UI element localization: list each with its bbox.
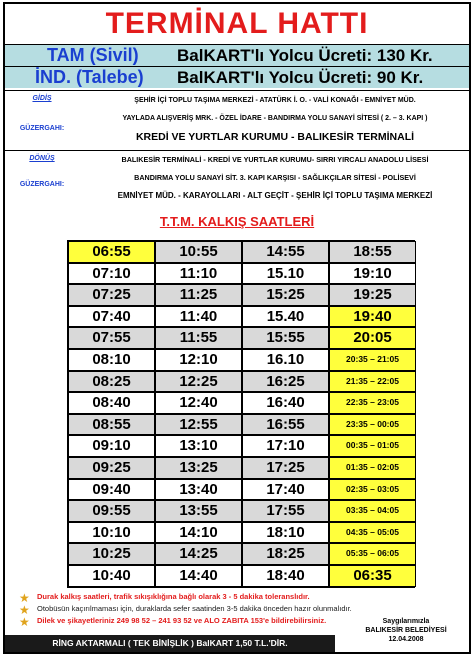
departure-time-cell: 06:55 <box>68 241 155 263</box>
fare-kind-student: İND. (Talebe) <box>35 67 144 87</box>
departure-time-cell: 18:40 <box>242 565 329 587</box>
fare-row-full <box>5 44 469 66</box>
star-icon: ★ <box>19 591 30 605</box>
fare-row-student <box>5 66 469 88</box>
route-line: EMNİYET MÜD. - KARAYOLLARI - ALT GEÇİT - ŞEHİR İÇİ TOPLU TAŞIMA MERKEZİ <box>117 191 433 200</box>
timetable-title <box>5 214 469 229</box>
timetable-column <box>68 241 155 587</box>
departure-time-cell: 05:35 – 06:05 <box>329 543 416 565</box>
route-outbound <box>5 90 469 150</box>
departure-time-cell: 12:55 <box>155 414 242 436</box>
departure-time-cell: 15.40 <box>242 306 329 328</box>
departure-time-cell: 09:55 <box>68 500 155 522</box>
departure-time-cell: 02:35 – 03:05 <box>329 479 416 501</box>
signature-block <box>343 617 469 644</box>
departure-time-cell: 14:10 <box>155 522 242 544</box>
departure-time-cell: 08:40 <box>68 392 155 414</box>
departure-time-cell: 10:55 <box>155 241 242 263</box>
star-icon: ★ <box>19 603 30 617</box>
departure-time-cell: 09:40 <box>68 479 155 501</box>
departure-time-cell: 13:40 <box>155 479 242 501</box>
route-line: BANDIRMA YOLU SANAYİ SİT. 3. KAPI KARŞISI - SAĞLIKÇILAR SİTESİ - POLİSEVİ <box>134 173 416 182</box>
departure-time-cell: 13:25 <box>155 457 242 479</box>
timetable-title-text: T.T.M. KALKIŞ SAATLERİ <box>159 214 315 229</box>
fare-text-student: BalKART'lı Yolcu Ücreti: 90 Kr. <box>177 68 424 87</box>
star-icon: ★ <box>19 615 30 629</box>
departure-time-cell: 18:10 <box>242 522 329 544</box>
departure-time-cell: 08:55 <box>68 414 155 436</box>
departure-time-cell: 17:10 <box>242 435 329 457</box>
timetable-column <box>155 241 242 587</box>
departure-time-cell: 07:25 <box>68 284 155 306</box>
departure-times-grid <box>67 240 415 588</box>
ring-fare-banner: RİNG AKTARMALI ( TEK BİNİŞLİK ) BalKART 1,50 T.L.'DİR. <box>5 635 335 652</box>
note-ready-early: Otobüsün kaçırılmaması için, duraklarda sefer saatinden 3-5 dakika önceden hazır olunmalıdır. <box>37 604 352 613</box>
route-line: BALIKESİR TERMİNALİ - KREDİ VE YURTLAR KURUMU- SIRRI YIRCALI ANADOLU LİSESİ <box>121 155 429 164</box>
note-tolerance: Durak kalkış saatleri, trafik sıkışıklığına bağlı olarak 3 - 5 dakika toleranslıdır. <box>37 592 310 601</box>
departure-time-cell: 20:05 <box>329 327 416 349</box>
departure-time-cell: 07:10 <box>68 263 155 285</box>
departure-time-cell: 21:35 – 22:05 <box>329 371 416 393</box>
signature-org: BALIKESİR BELEDİYESİ <box>365 627 447 634</box>
departure-time-cell: 15.10 <box>242 263 329 285</box>
route-guzergah-label: GÜZERGAHI: <box>19 125 65 132</box>
departure-time-cell: 16:25 <box>242 371 329 393</box>
departure-time-cell: 16:55 <box>242 414 329 436</box>
departure-time-cell: 12:40 <box>155 392 242 414</box>
route-line: ŞEHİR İÇİ TOPLU TAŞIMA MERKEZİ - ATATÜRK İ. O. - VALİ KONAĞI - EMNİYET MÜD. <box>134 97 416 104</box>
route-return <box>5 150 469 210</box>
departure-time-cell: 14:55 <box>242 241 329 263</box>
page-title: TERMİNAL HATTI <box>105 7 369 40</box>
route-direction-label: DÖNÜŞ <box>29 155 55 162</box>
signature-date: 12.04.2008 <box>388 636 424 643</box>
departure-time-cell: 04:35 – 05:05 <box>329 522 416 544</box>
departure-time-cell: 10:25 <box>68 543 155 565</box>
departure-time-cell: 16.10 <box>242 349 329 371</box>
departure-time-cell: 10:10 <box>68 522 155 544</box>
fare-text-full: BalKART'lı Yolcu Ücreti: 130 Kr. <box>177 46 433 65</box>
departure-time-cell: 08:10 <box>68 349 155 371</box>
departure-time-cell: 14:25 <box>155 543 242 565</box>
signature-greeting: Saygılarımızla <box>382 618 430 625</box>
departure-time-cell: 19:10 <box>329 263 416 285</box>
departure-time-cell: 13:55 <box>155 500 242 522</box>
departure-time-cell: 15:55 <box>242 327 329 349</box>
departure-time-cell: 11:40 <box>155 306 242 328</box>
route-guzergah-label: GÜZERGAHI: <box>19 181 65 188</box>
departure-time-cell: 13:10 <box>155 435 242 457</box>
note-complaints: Dilek ve şikayetleriniz 249 98 52 – 241 93 52 ve ALO ZABITA 153'e bildirebilirsiniz. <box>37 616 327 625</box>
departure-time-cell: 17:55 <box>242 500 329 522</box>
departure-time-cell: 19:25 <box>329 284 416 306</box>
departure-time-cell: 20:35 – 21:05 <box>329 349 416 371</box>
departure-time-cell: 17:25 <box>242 457 329 479</box>
departure-time-cell: 23:35 – 00:05 <box>329 414 416 436</box>
departure-time-cell: 01:35 – 02:05 <box>329 457 416 479</box>
departure-time-cell: 22:35 – 23:05 <box>329 392 416 414</box>
departure-time-cell: 15:25 <box>242 284 329 306</box>
fare-kind-full: TAM (Sivil) <box>47 45 139 65</box>
route-direction-label: GİDİŞ <box>32 95 52 102</box>
route-line: YAYLADA ALIŞVERİŞ MRK. - ÖZEL İDARE - BANDIRMA YOLU SANAYİ SİTESİ ( 2. – 3. KAPI ) <box>122 115 428 122</box>
timetable-column <box>242 241 329 587</box>
departure-time-cell: 12:10 <box>155 349 242 371</box>
departure-time-cell: 14:40 <box>155 565 242 587</box>
departure-time-cell: 11:10 <box>155 263 242 285</box>
departure-time-cell: 16:40 <box>242 392 329 414</box>
departure-time-cell: 11:25 <box>155 284 242 306</box>
departure-time-cell: 06:35 <box>329 565 416 587</box>
departure-time-cell: 17:40 <box>242 479 329 501</box>
route-line: KREDİ VE YURTLAR KURUMU - BALIKESİR TERMİNALİ <box>135 131 415 143</box>
departure-time-cell: 07:55 <box>68 327 155 349</box>
departure-time-cell: 00:35 – 01:05 <box>329 435 416 457</box>
departure-time-cell: 07:40 <box>68 306 155 328</box>
departure-time-cell: 09:10 <box>68 435 155 457</box>
departure-time-cell: 12:25 <box>155 371 242 393</box>
departure-time-cell: 08:25 <box>68 371 155 393</box>
timetable-poster <box>3 2 471 654</box>
departure-time-cell: 19:40 <box>329 306 416 328</box>
timetable-column <box>329 241 416 587</box>
departure-time-cell: 09:25 <box>68 457 155 479</box>
departure-time-cell: 10:40 <box>68 565 155 587</box>
departure-time-cell: 18:25 <box>242 543 329 565</box>
departure-time-cell: 03:35 – 04:05 <box>329 500 416 522</box>
departure-time-cell: 18:55 <box>329 241 416 263</box>
departure-time-cell: 11:55 <box>155 327 242 349</box>
